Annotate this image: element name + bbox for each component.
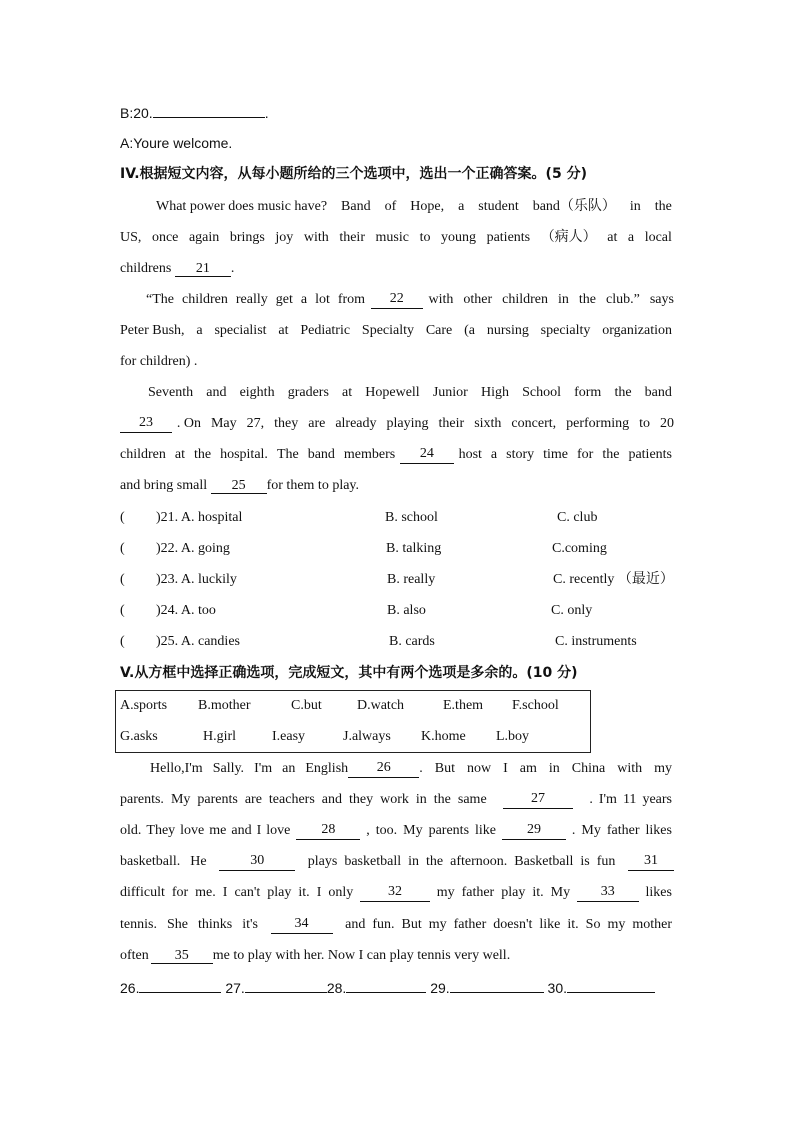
- word: the: [602, 447, 620, 462]
- question-option-a: )24. A. too: [156, 603, 216, 618]
- s5-passage-line-1: [150, 760, 672, 778]
- word: Peter Bush,: [120, 323, 185, 338]
- word: Hope,: [410, 199, 445, 214]
- word: Basketball: [514, 854, 574, 869]
- word: from: [337, 292, 366, 307]
- word: in: [558, 292, 569, 307]
- answer-blank-27[interactable]: 27: [503, 791, 573, 809]
- word: at: [174, 447, 185, 462]
- word: with: [303, 230, 329, 245]
- word: My: [170, 792, 191, 807]
- dialogue-b20-label: B:20.: [120, 105, 153, 121]
- s5-text: me to play with her. Now I can play tennis very well.: [212, 948, 511, 963]
- word: their: [438, 416, 465, 431]
- word: difficult: [120, 885, 165, 900]
- word: organization: [602, 323, 672, 338]
- question-option-b: B. school: [385, 510, 438, 525]
- word: Sally.: [212, 761, 245, 776]
- word: for: [577, 447, 594, 462]
- word: music: [375, 230, 409, 245]
- answer-blank-21[interactable]: 21: [175, 261, 231, 277]
- box-option: H.girl: [203, 729, 237, 744]
- word: like: [539, 917, 561, 932]
- word: like: [475, 823, 497, 838]
- s4-passage-line-6: for children) .: [120, 354, 198, 369]
- s4-text: for them to play.: [266, 478, 360, 493]
- word: band: [644, 385, 672, 400]
- answer-paren[interactable]: (: [120, 541, 125, 556]
- word: again: [188, 230, 220, 245]
- answer-blank-24[interactable]: 24: [400, 446, 454, 464]
- word: playing: [386, 416, 429, 431]
- s4-passage-line-2: [120, 229, 672, 247]
- word: parents: [197, 792, 238, 807]
- answer-blank-31[interactable]: 31: [628, 853, 674, 871]
- answer-field-26[interactable]: [139, 978, 221, 993]
- box-option: I.easy: [272, 729, 306, 744]
- word: years: [642, 792, 672, 807]
- s5-words-group: [150, 760, 348, 778]
- answer-blank-22[interactable]: 22: [371, 291, 423, 309]
- word: now: [466, 761, 492, 776]
- word: a: [458, 199, 465, 214]
- word: They: [146, 823, 176, 838]
- word: in: [629, 199, 641, 214]
- word: play: [267, 885, 292, 900]
- word: I: [503, 761, 508, 776]
- word: me: [209, 823, 227, 838]
- word: .: [589, 792, 593, 807]
- s5-words-group: [345, 916, 672, 934]
- word: in: [415, 792, 427, 807]
- word: Specialty: [361, 323, 415, 338]
- word: I: [256, 823, 262, 838]
- word: China: [571, 761, 606, 776]
- answer-blank-34[interactable]: 34: [271, 916, 333, 934]
- s5-text: likes: [645, 885, 672, 900]
- s5-words-group: [120, 916, 258, 934]
- word: High: [480, 385, 509, 400]
- word: my: [607, 917, 626, 932]
- s4-passage-line-4: [146, 291, 674, 309]
- word: What power does music have?: [156, 199, 328, 214]
- word: US,: [120, 230, 142, 245]
- word: father: [606, 823, 640, 838]
- word: sixth: [474, 416, 502, 431]
- word: my: [436, 885, 455, 900]
- s5-words-group: [419, 760, 672, 778]
- s5-text: often: [120, 948, 149, 963]
- word: the: [433, 792, 451, 807]
- answer-blank-33[interactable]: 33: [577, 884, 639, 902]
- answer-paren[interactable]: (: [120, 572, 125, 587]
- answer-paren[interactable]: (: [120, 510, 125, 525]
- dialogue-b20-line: [120, 103, 269, 122]
- word: The: [276, 447, 299, 462]
- word: is: [580, 854, 590, 869]
- box-option: F.school: [512, 698, 559, 713]
- s4-passage-line-3: [120, 260, 234, 278]
- answer-field-30[interactable]: [567, 978, 655, 993]
- word: basketball.: [120, 854, 181, 869]
- s4-words-group: [177, 415, 674, 433]
- s4-words-group: [459, 446, 672, 464]
- question-option-c: C. recently （最近）: [553, 572, 674, 587]
- word: in: [408, 854, 419, 869]
- word: a: [627, 230, 635, 245]
- word: are: [244, 792, 262, 807]
- answer-line: [120, 978, 655, 997]
- word: I: [316, 885, 322, 900]
- question-option-a: )23. A. luckily: [156, 572, 237, 587]
- word: thinks: [197, 917, 233, 932]
- word: children: [502, 292, 549, 307]
- word: I: [222, 885, 228, 900]
- word: local: [644, 230, 672, 245]
- s5-words-group: [120, 822, 290, 840]
- word: “The: [146, 292, 174, 307]
- word: it.: [298, 885, 310, 900]
- word: English: [305, 761, 349, 776]
- answer-paren[interactable]: (: [120, 634, 125, 649]
- answer-blank-30[interactable]: 30: [219, 853, 295, 871]
- word: too.: [375, 823, 398, 838]
- question-option-b: B. also: [387, 603, 426, 618]
- box-option: L.boy: [496, 729, 530, 744]
- word: graders: [287, 385, 329, 400]
- word: patients: [628, 447, 672, 462]
- word: once: [151, 230, 179, 245]
- word: parents.: [120, 792, 164, 807]
- word: （病人）: [540, 230, 597, 245]
- word: 11: [622, 792, 637, 807]
- question-option-b: B. talking: [386, 541, 442, 556]
- word: am: [519, 761, 537, 776]
- question-option-b: B. cards: [389, 634, 435, 649]
- word: play: [501, 885, 526, 900]
- s5-passage-line-6: [120, 916, 672, 934]
- word: are: [308, 416, 326, 431]
- word: me.: [195, 885, 216, 900]
- word: performing: [566, 416, 630, 431]
- box-option: A.sports: [120, 698, 168, 713]
- word: they: [274, 416, 299, 431]
- word: really: [235, 292, 268, 307]
- word: My: [550, 885, 571, 900]
- dialogue-a-reply: A:Youre welcome.: [120, 135, 233, 151]
- word: a: [300, 292, 308, 307]
- word: young: [441, 230, 477, 245]
- word: Band: [341, 199, 371, 214]
- word: Seventh: [148, 385, 194, 400]
- word: old.: [120, 823, 142, 838]
- question-option-c: C. club: [557, 510, 598, 525]
- word: basketball: [344, 854, 402, 869]
- word: specialist: [214, 323, 267, 338]
- word: doesn't: [493, 917, 533, 932]
- answer-label-30: 30.: [547, 980, 568, 996]
- word: it.: [567, 917, 579, 932]
- word: a: [490, 447, 498, 462]
- word: form: [574, 385, 602, 400]
- s4-words-group: [429, 291, 674, 309]
- s4-passage-line-8: [120, 415, 674, 433]
- word: the: [614, 385, 632, 400]
- s5-passage-line-2: [120, 791, 672, 809]
- answer-blank-23[interactable]: 23: [120, 415, 172, 433]
- word: Hello,I'm: [150, 761, 203, 776]
- word: afternoon.: [450, 854, 508, 869]
- answer-label-29: 29.: [430, 980, 450, 996]
- word: and: [231, 823, 252, 838]
- s5-passage-line-4: [120, 853, 674, 871]
- s4-text: childrens: [120, 261, 172, 276]
- word: . On: [176, 416, 201, 431]
- word: (a: [464, 323, 475, 338]
- word: Hopewell: [365, 385, 420, 400]
- word: fun.: [372, 917, 395, 932]
- s5-words-group: [120, 791, 487, 809]
- word: at: [342, 385, 353, 400]
- word: already: [335, 416, 377, 431]
- answer-blank-28[interactable]: 28: [296, 822, 360, 840]
- box-option: K.home: [421, 729, 466, 744]
- answer-blank-25[interactable]: 25: [211, 478, 267, 494]
- s4-words-group: [146, 291, 365, 309]
- answer-label-27: 27.: [225, 980, 245, 996]
- s4-text: and bring small: [120, 478, 208, 493]
- word: Junior: [432, 385, 468, 400]
- word: band（乐队）: [532, 199, 616, 214]
- section-4-heading: IV.根据短文内容，从每小题所给的三个选项中，选出一个正确答案。(5 分): [120, 166, 587, 182]
- answer-blank-32[interactable]: 32: [360, 884, 430, 902]
- answer-blank-35[interactable]: 35: [151, 948, 213, 964]
- s5-words-group: [120, 884, 353, 902]
- word: lot: [315, 292, 330, 307]
- answer-field-28[interactable]: [346, 978, 426, 993]
- word: My: [581, 823, 601, 838]
- question-option-c: C.coming: [552, 541, 607, 556]
- word: to: [639, 416, 650, 431]
- word: only: [328, 885, 354, 900]
- word: My: [403, 823, 423, 838]
- word: I'm: [598, 792, 617, 807]
- s4-passage-line-7: [148, 384, 672, 402]
- word: 27,: [246, 416, 265, 431]
- question-option-b: B. really: [387, 572, 436, 587]
- question-option-a: )25. A. candies: [156, 634, 240, 649]
- word: brings: [229, 230, 265, 245]
- word: fun: [596, 854, 616, 869]
- word: story: [506, 447, 535, 462]
- box-option: G.asks: [120, 729, 158, 744]
- word: it.: [532, 885, 544, 900]
- word: for: [171, 885, 189, 900]
- word: specialty: [540, 323, 591, 338]
- question-option-c: C. instruments: [555, 634, 637, 649]
- box-option: J.always: [343, 729, 391, 744]
- word: joy: [275, 230, 294, 245]
- s5-words-group: [308, 853, 616, 871]
- answer-blank-20[interactable]: [153, 103, 265, 118]
- word: the: [654, 199, 672, 214]
- word: concert,: [511, 416, 557, 431]
- question-option-a: )22. A. going: [156, 541, 230, 556]
- answer-blank-29[interactable]: 29: [502, 822, 566, 840]
- word: and: [345, 917, 366, 932]
- word: at: [607, 230, 618, 245]
- word: it's: [242, 917, 258, 932]
- box-option: D.watch: [357, 698, 405, 713]
- word: the: [578, 292, 597, 307]
- word: the: [193, 447, 212, 462]
- s5-passage-line-3: [120, 822, 672, 840]
- word: patients: [486, 230, 531, 245]
- word: a: [196, 323, 203, 338]
- word: and: [321, 792, 342, 807]
- word: children: [120, 447, 166, 462]
- s5-words-group: [572, 822, 672, 840]
- word: 20: [660, 416, 674, 431]
- word: eighth: [239, 385, 275, 400]
- s5-words-group: [120, 853, 207, 871]
- word: get: [275, 292, 293, 307]
- word: tennis.: [120, 917, 157, 932]
- answer-label-28: 28.: [326, 980, 347, 996]
- question-option-c: C. only: [551, 603, 593, 618]
- answer-paren[interactable]: (: [120, 603, 125, 618]
- s4-passage-line-10: [120, 477, 359, 495]
- word: I'm: [254, 761, 273, 776]
- answer-label-26: 26.: [120, 980, 140, 996]
- word: likes: [645, 823, 672, 838]
- word: at: [278, 323, 289, 338]
- word: nursing: [486, 323, 529, 338]
- word: father: [461, 885, 495, 900]
- word: mother: [632, 917, 672, 932]
- word: teachers: [268, 792, 315, 807]
- word: club.”: [606, 292, 640, 307]
- word: they: [349, 792, 374, 807]
- word: But: [401, 917, 422, 932]
- word: and: [206, 385, 227, 400]
- word: my: [428, 917, 447, 932]
- question-option-a: )21. A. hospital: [156, 510, 243, 525]
- word: their: [339, 230, 365, 245]
- word: can't: [234, 885, 261, 900]
- s4-text: .: [230, 261, 235, 276]
- word: father: [453, 917, 487, 932]
- word: the: [426, 854, 444, 869]
- word: time: [543, 447, 569, 462]
- word: children: [181, 292, 228, 307]
- word: School: [522, 385, 561, 400]
- s5-passage-line-7: [120, 947, 510, 965]
- word: plays: [307, 854, 338, 869]
- dialogue-b20-end: .: [264, 105, 269, 121]
- s5-passage-line-5: [120, 884, 672, 902]
- word: of: [384, 199, 397, 214]
- answer-blank-26[interactable]: 26: [348, 760, 419, 778]
- word: She: [166, 917, 188, 932]
- word: with: [428, 292, 454, 307]
- word: with: [617, 761, 643, 776]
- word: hospital.: [220, 447, 268, 462]
- word: band: [307, 447, 335, 462]
- word: love: [266, 823, 291, 838]
- box-option: E.them: [443, 698, 484, 713]
- answer-field-27[interactable]: [245, 978, 327, 993]
- box-option: B.mother: [198, 698, 251, 713]
- word: So: [585, 917, 601, 932]
- word: May: [210, 416, 237, 431]
- word: work: [380, 792, 409, 807]
- word: says: [649, 292, 674, 307]
- s5-words-group: [589, 791, 672, 809]
- word: .: [419, 761, 423, 776]
- s4-passage-line-1: [156, 198, 672, 216]
- word: He: [190, 854, 207, 869]
- word: my: [654, 761, 672, 776]
- word: an: [282, 761, 296, 776]
- word: love: [180, 823, 205, 838]
- word: same: [457, 792, 487, 807]
- word: members: [343, 447, 396, 462]
- word: But: [434, 761, 455, 776]
- word: parents: [428, 823, 470, 838]
- s5-words-group: [437, 884, 570, 902]
- s4-passage-line-5: [120, 322, 672, 340]
- word: student: [478, 199, 519, 214]
- s4-passage-line-9: [120, 446, 672, 464]
- section-5-heading: V.从方框中选择正确选项，完成短文，其中有两个选项是多余的。(10 分): [120, 665, 578, 681]
- s5-words-group: [366, 822, 496, 840]
- word: .: [571, 823, 576, 838]
- answer-field-29[interactable]: [450, 978, 544, 993]
- word: in: [548, 761, 560, 776]
- word: Pediatric: [300, 323, 351, 338]
- word: other: [463, 292, 493, 307]
- word: ,: [366, 823, 370, 838]
- s4-words-group: [120, 446, 395, 464]
- box-option: C.but: [291, 698, 322, 713]
- word: Care: [425, 323, 453, 338]
- word: to: [419, 230, 431, 245]
- word: host: [458, 447, 482, 462]
